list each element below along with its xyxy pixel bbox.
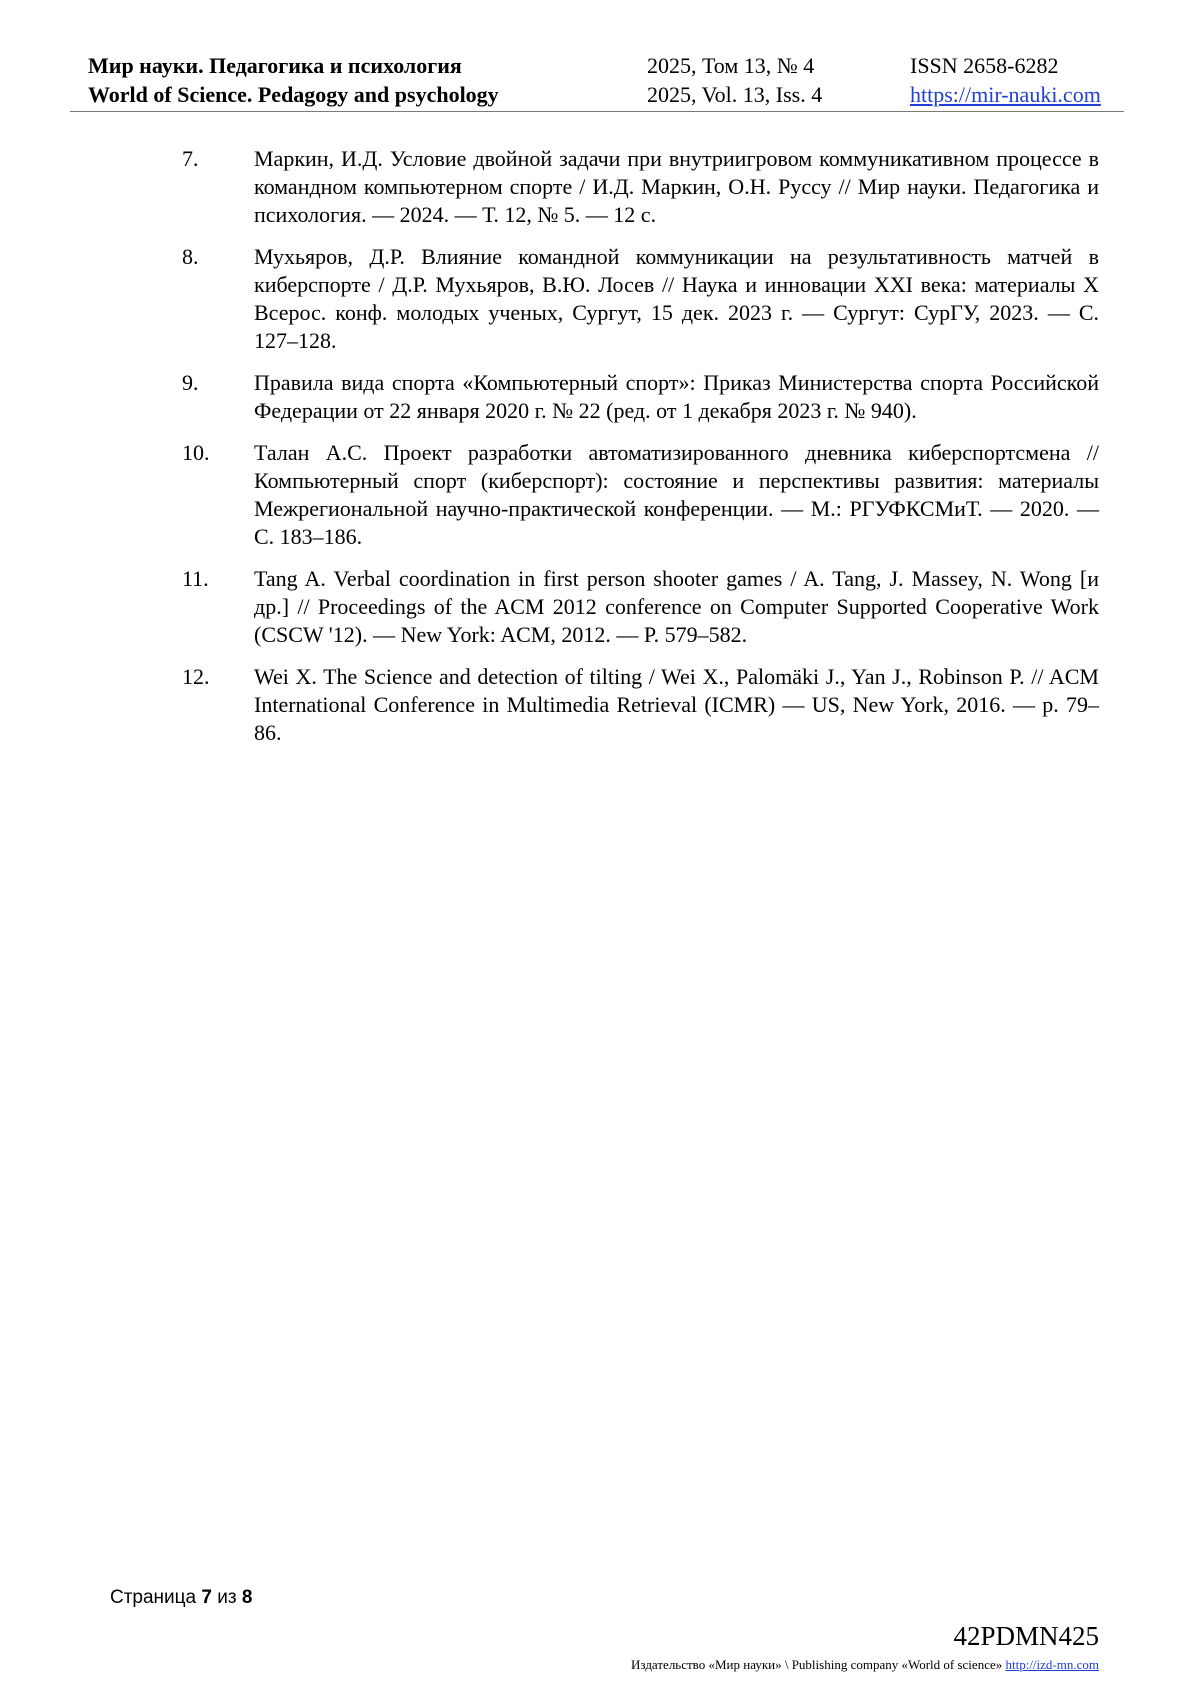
publisher-text: Издательство «Мир науки» \ Publishing company «World of science» xyxy=(631,1657,1003,1672)
reference-item xyxy=(182,243,1099,355)
page-of-label: из xyxy=(217,1587,237,1608)
issue-info-ru: 2025, Том 13, № 4 xyxy=(647,53,815,78)
reference-number: 10. xyxy=(182,440,210,465)
page-label: Страница xyxy=(110,1587,197,1608)
journal-title-en: World of Science. Pedagogy and psychology xyxy=(88,82,499,107)
reference-text: Wei X. The Science and detection of tilting / Wei X., Palomäki J., Yan J., Robinson P. // ACM International Conference in Multimedia Retrieval (ICMR) — US, New York, 2016. — p. 79–86. xyxy=(254,664,1099,745)
page-current: 7 xyxy=(201,1587,212,1608)
reference-item xyxy=(182,439,1099,551)
publisher-site-link[interactable]: http://izd-mn.com xyxy=(1005,1657,1099,1672)
issn-number: ISSN 2658-6282 xyxy=(910,53,1059,78)
issue-info-en: 2025, Vol. 13, Iss. 4 xyxy=(647,82,823,107)
reference-text: Мухьяров, Д.Р. Влияние командной коммуникации на результативность матчей в киберспорте / Д.Р. Мухьяров, В.Ю. Лосев // Наука и инновации XXI века: материалы X Всерос. конф. молодых ученых, Сургут, 15 дек. 2023 г. — Сургут: СурГУ, 2023. — С. 127–128. xyxy=(254,244,1099,353)
reference-text: Талан А.С. Проект разработки автоматизированного дневника киберспортсмена // Компьютерный спорт (киберспорт): состояние и перспективы развития: материалы Межрегиональной научно-практической конференции. — М.: РГУФКСМиТ. — 2020. — С. 183–186. xyxy=(254,440,1099,549)
page-total: 8 xyxy=(241,1587,253,1608)
reference-number: 7. xyxy=(182,146,199,171)
journal-site-link[interactable]: https://mir-nauki.com xyxy=(910,82,1101,107)
reference-number: 8. xyxy=(182,244,199,269)
reference-text: Правила вида спорта «Компьютерный спорт»: Приказ Министерства спорта Российской Федерации от 22 января 2020 г. № 22 (ред. от 1 декабря 2023 г. № 940). xyxy=(254,370,1099,423)
reference-item xyxy=(182,369,1099,425)
reference-number: 9. xyxy=(182,370,199,395)
reference-item xyxy=(182,663,1099,747)
publisher-line xyxy=(631,1657,1099,1673)
header-divider xyxy=(70,111,1124,112)
page-counter xyxy=(110,1586,252,1610)
reference-text: Tang A. Verbal coordination in first person shooter games / A. Tang, J. Massey, N. Wong [и др.] // Proceedings of the ACM 2012 conference on Computer Supported Cooperative Work (CSCW '12). — New York: ACM, 2012. — P. 579–582. xyxy=(254,566,1099,647)
running-header xyxy=(88,52,1112,110)
reference-number: 12. xyxy=(182,664,210,689)
article-code: 42PDMN425 xyxy=(953,1621,1099,1651)
reference-item xyxy=(182,145,1099,229)
reference-number: 11. xyxy=(182,566,209,591)
reference-item xyxy=(182,565,1099,649)
reference-text: Маркин, И.Д. Условие двойной задачи при внутриигровом коммуникативном процессе в командном компьютерном спорте / И.Д. Маркин, О.Н. Руссу // Мир науки. Педагогика и психология. — 2024. — Т. 12, № 5. — 12 с. xyxy=(254,146,1099,227)
journal-title-ru: Мир науки. Педагогика и психология xyxy=(88,53,462,78)
reference-list xyxy=(182,145,1099,761)
